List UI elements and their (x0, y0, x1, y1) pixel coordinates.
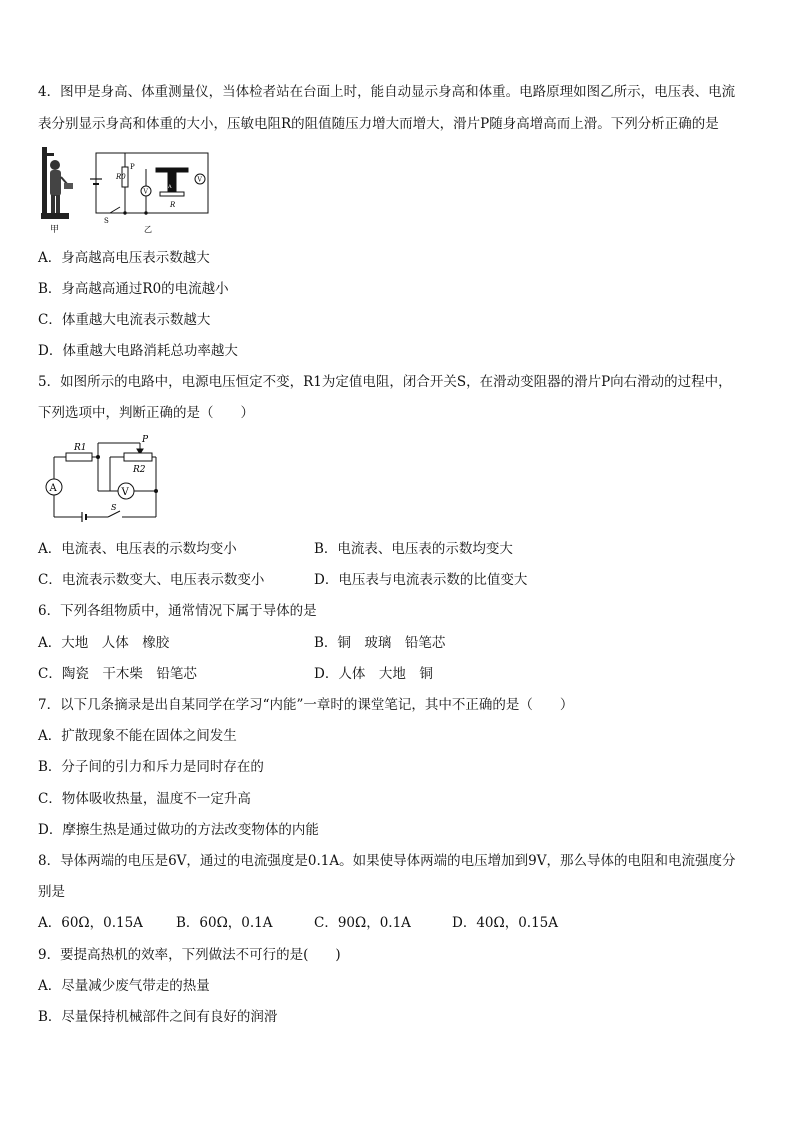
q4-fig-label-P: P (130, 163, 135, 171)
q4-fig-yi-circuit (90, 153, 208, 214)
q5-option-a: A．电流表、电压表的示数均变小 (38, 541, 237, 557)
q6-option-c: C．陶瓷 干木柴 铅笔芯 (38, 666, 197, 682)
q4-option-d: D．体重越大电路消耗总功率越大 (38, 343, 238, 359)
q5-figure-svg (38, 433, 164, 525)
q8-option-d: D．40Ω，0.15A (452, 915, 559, 931)
q5-circuit (46, 443, 158, 522)
q8-stem-line1: 8．导体两端的电压是6V，通过的电流强度是0.1A。如果使导体两端的电压增加到9V，那么导体的电阻和电流强度分 (38, 853, 736, 869)
q4-figure-svg (38, 143, 218, 235)
q5-fig-label-R2: R2 (133, 465, 146, 475)
q5-stem-line2: 下列选项中，判断正确的是（ ） (38, 405, 254, 421)
q4-stem-line2: 表分别显示身高和体重的大小，压敏电阻R的阻值随压力增大而增大，滑片P随身高增高而上滑。下列分析正确的是 (38, 116, 719, 132)
q9-option-b: B．尽量保持机械部件之间有良好的润滑 (38, 1009, 278, 1025)
q4-fig-label-A: A (168, 184, 172, 190)
q6-option-a: A．大地 人体 橡胶 (38, 635, 170, 651)
q4-fig-label-R: R (170, 201, 176, 209)
q6-option-d: D．人体 大地 铜 (314, 666, 433, 682)
q4-fig-label-V-right: V (197, 176, 202, 184)
q8-option-b: B．60Ω，0.1A (176, 915, 273, 931)
q5-figure (38, 433, 164, 525)
q9-option-a: A．尽量减少废气带走的热量 (38, 978, 210, 994)
q9-stem: 9．要提高热机的效率，下列做法不可行的是( ) (38, 947, 341, 963)
q4-fig-label-V-mid: V (143, 188, 148, 196)
q5-option-b: B．电流表、电压表的示数均变大 (314, 541, 513, 557)
q7-stem: 7．以下几条摘录是出自某同学在学习“内能”一章时的课堂笔记，其中不正确的是（ ） (38, 697, 574, 713)
q4-fig-label-S: S (104, 217, 109, 225)
q5-fig-label-P: P (142, 435, 149, 445)
q7-option-d: D．摩擦生热是通过做功的方法改变物体的内能 (38, 822, 319, 838)
q4-stem-line1: 4．图甲是身高、体重测量仪，当体检者站在台面上时，能自动显示身高和体重。电路原理如图乙所示，电压表、电流 (38, 84, 736, 100)
q5-fig-label-V: V (121, 487, 129, 498)
q5-fig-label-R1: R1 (74, 443, 87, 453)
q8-stem-line2: 别是 (38, 884, 65, 900)
q4-option-c: C．体重越大电流表示数越大 (38, 312, 211, 328)
q4-fig-label-R0: R0 (116, 173, 126, 181)
q5-option-d: D．电压表与电流表示数的比值变大 (314, 572, 528, 588)
q8-option-a: A．60Ω，0.15A (38, 915, 143, 931)
q6-option-b: B．铜 玻璃 铅笔芯 (314, 635, 446, 651)
q5-fig-label-S: S (111, 503, 117, 512)
q5-fig-label-A: A (49, 483, 57, 494)
q7-option-b: B．分子间的引力和斥力是同时存在的 (38, 759, 264, 775)
q4-fig-jia-drawing (41, 147, 73, 219)
q8-option-c: C．90Ω，0.1A (314, 915, 411, 931)
q6-stem: 6．下列各组物质中，通常情况下属于导体的是 (38, 603, 317, 619)
q5-stem-line1: 5．如图所示的电路中，电源电压恒定不变，R1为定值电阻，闭合开关S，在滑动变阻器的滑片P向右滑动的过程中， (38, 374, 732, 390)
q4-option-a: A．身高越高电压表示数越大 (38, 250, 210, 266)
q4-option-b: B．身高越高通过R0的电流越小 (38, 281, 229, 297)
q5-option-c: C．电流表示数变大、电压表示数变小 (38, 572, 265, 588)
q7-option-a: A．扩散现象不能在固体之间发生 (38, 728, 237, 744)
q7-option-c: C．物体吸收热量，温度不一定升高 (38, 791, 251, 807)
q4-fig-label-jia: 甲 (50, 225, 60, 235)
q4-figure (38, 143, 218, 235)
q4-fig-label-yi: 乙 (144, 225, 152, 234)
